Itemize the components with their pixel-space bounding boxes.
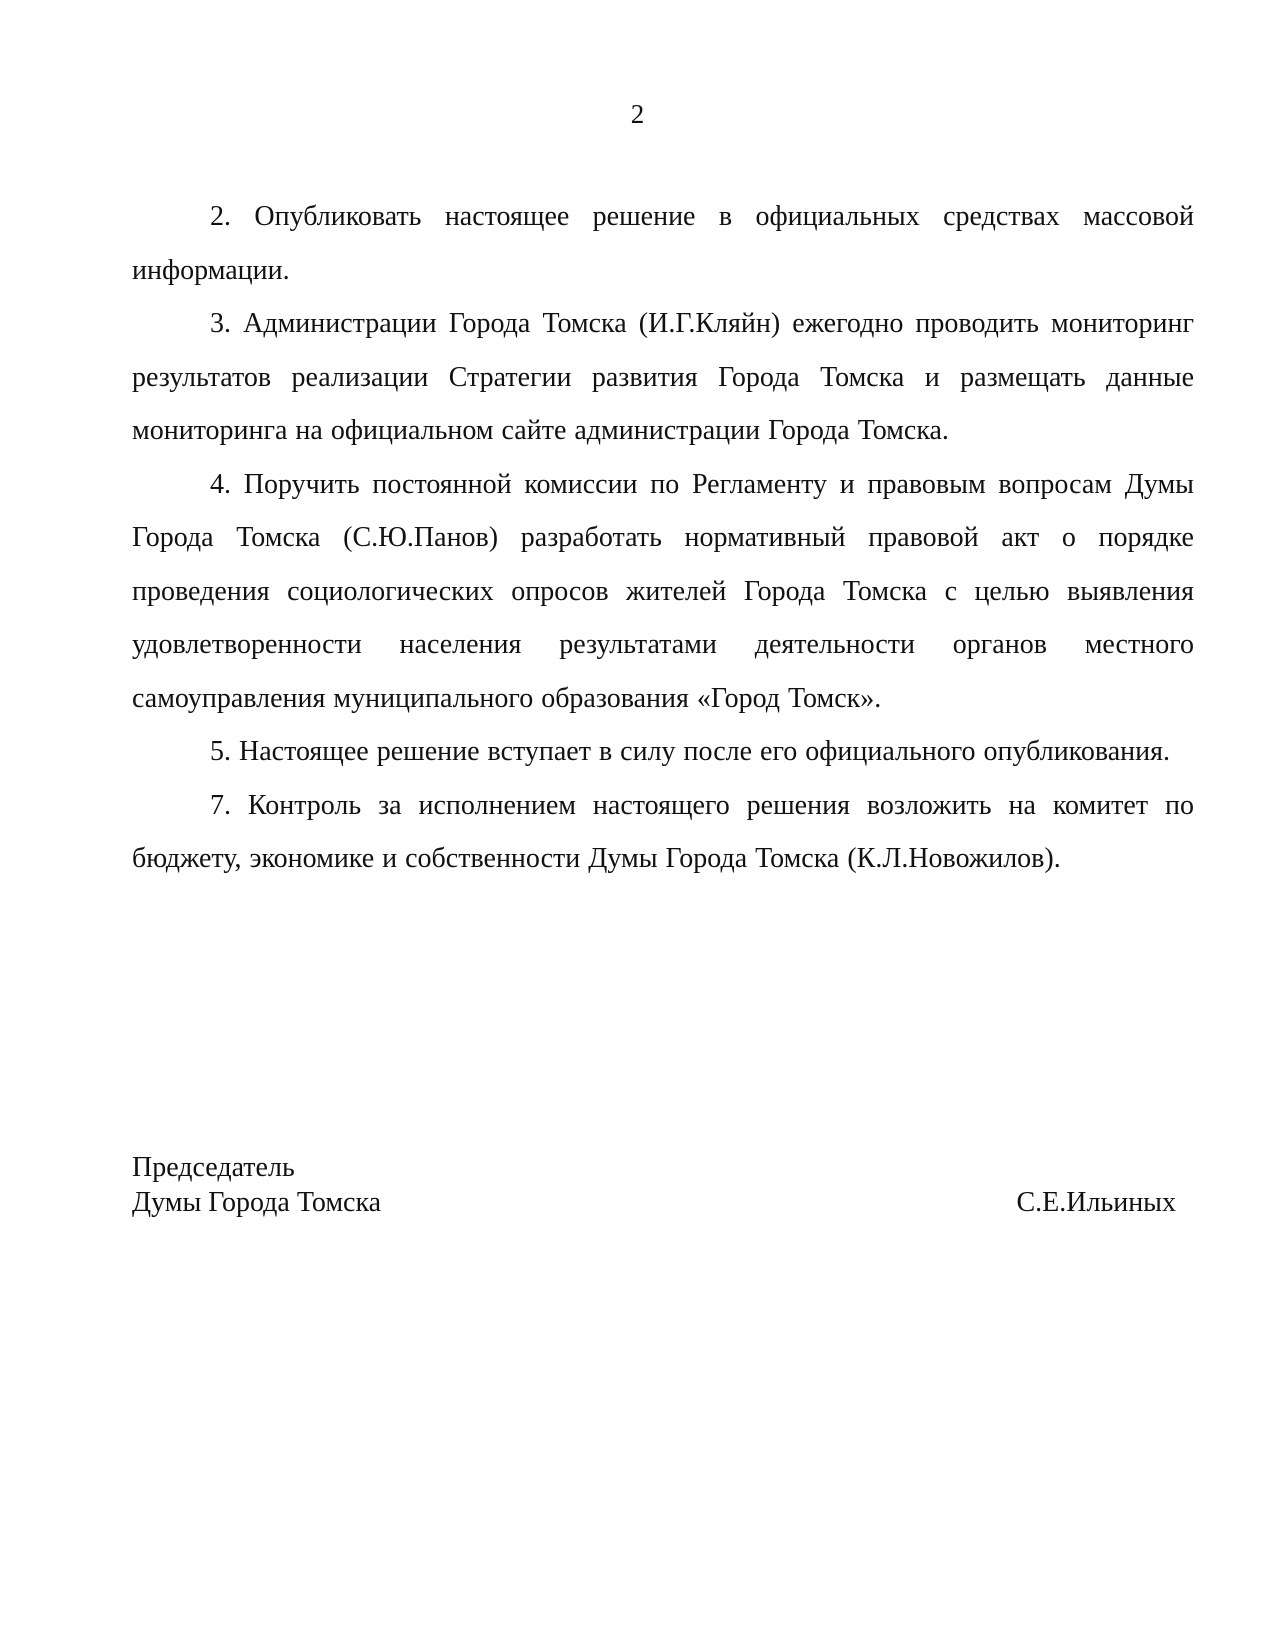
signatory-name: С.Е.Ильиных <box>1016 1187 1176 1218</box>
paragraph-2: 2. Опубликовать настоящее решение в официальных средствах массовой информации. <box>132 201 1194 286</box>
signatory-position-title: Председатель <box>132 1152 295 1183</box>
paragraph-4: 4. Поручить постоянной комиссии по Регламенту и правовым вопросам Думы Города Томска (С.Ю.Панов) разработать нормативный правовой акт о порядке проведения социологических опросов жителей Города Томска с целью выявления удовлетворенности населения результатами деятельности органов местного самоуправления муниципального образования «Город Томск». <box>132 468 1194 714</box>
paragraph-5: 5. Настоящее решение вступает в силу после его официального опубликования. <box>210 736 1170 767</box>
signature-line <box>132 1185 1176 1220</box>
paragraph-3: 3. Администрации Города Томска (И.Г.Кляйн) ежегодно проводить мониторинг результатов реализации Стратегии развития Города Томска и размещать данные мониторинга на официальном сайте администрации Города Томска. <box>132 308 1194 446</box>
paragraph-7: 7. Контроль за исполнением настоящего решения возложить на комитет по бюджету, экономике и собственности Думы Города Томска (К.Л.Новожилов). <box>132 789 1194 874</box>
signature-block <box>132 1150 1176 1220</box>
page-number: 2 <box>630 99 645 129</box>
signatory-organization: Думы Города Томска <box>132 1187 382 1218</box>
document-body <box>132 190 1194 886</box>
